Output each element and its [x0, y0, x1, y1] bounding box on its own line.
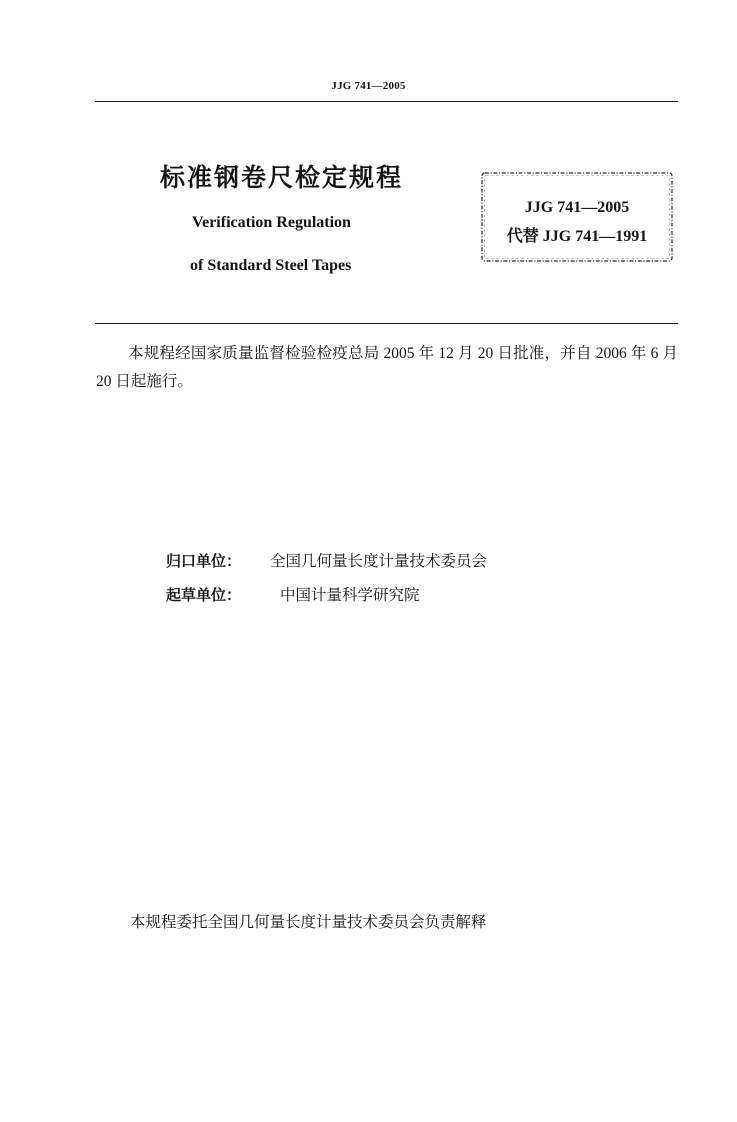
- replaced-standard-code: 代替 JJG 741—1991: [506, 228, 648, 245]
- current-standard-code: JJG 741—2005: [524, 199, 630, 216]
- organization-value: 全国几何量长度计量技术委员会: [270, 553, 488, 570]
- header-standard-code: JJG 741—2005: [331, 80, 406, 92]
- organization-label: 归口单位：: [166, 552, 242, 570]
- organization-row-drafting: [166, 583, 420, 605]
- section-rule: [95, 323, 678, 324]
- interpretation-note: 本规程委托全国几何量长度计量技术委员会负责解释: [130, 914, 487, 931]
- decorative-chain-border: [480, 171, 674, 263]
- document-title-english-line-1: Verification Regulation: [192, 214, 351, 231]
- document-title-chinese: 标准钢卷尺检定规程: [160, 163, 404, 192]
- organization-label: 起草单位：: [166, 586, 242, 604]
- organization-value: 中国计量科学研究院: [280, 587, 420, 604]
- document-title-english-line-2: of Standard Steel Tapes: [190, 257, 352, 274]
- standard-code-box: [480, 171, 674, 263]
- approval-statement: 本规程经国家质量监督检验检疫总局 2005 年 12 月 20 日批准，并自 2006 年 6 月 20 日起施行。: [96, 345, 678, 390]
- header-rule: [95, 101, 678, 102]
- organization-row-responsible: [166, 549, 487, 571]
